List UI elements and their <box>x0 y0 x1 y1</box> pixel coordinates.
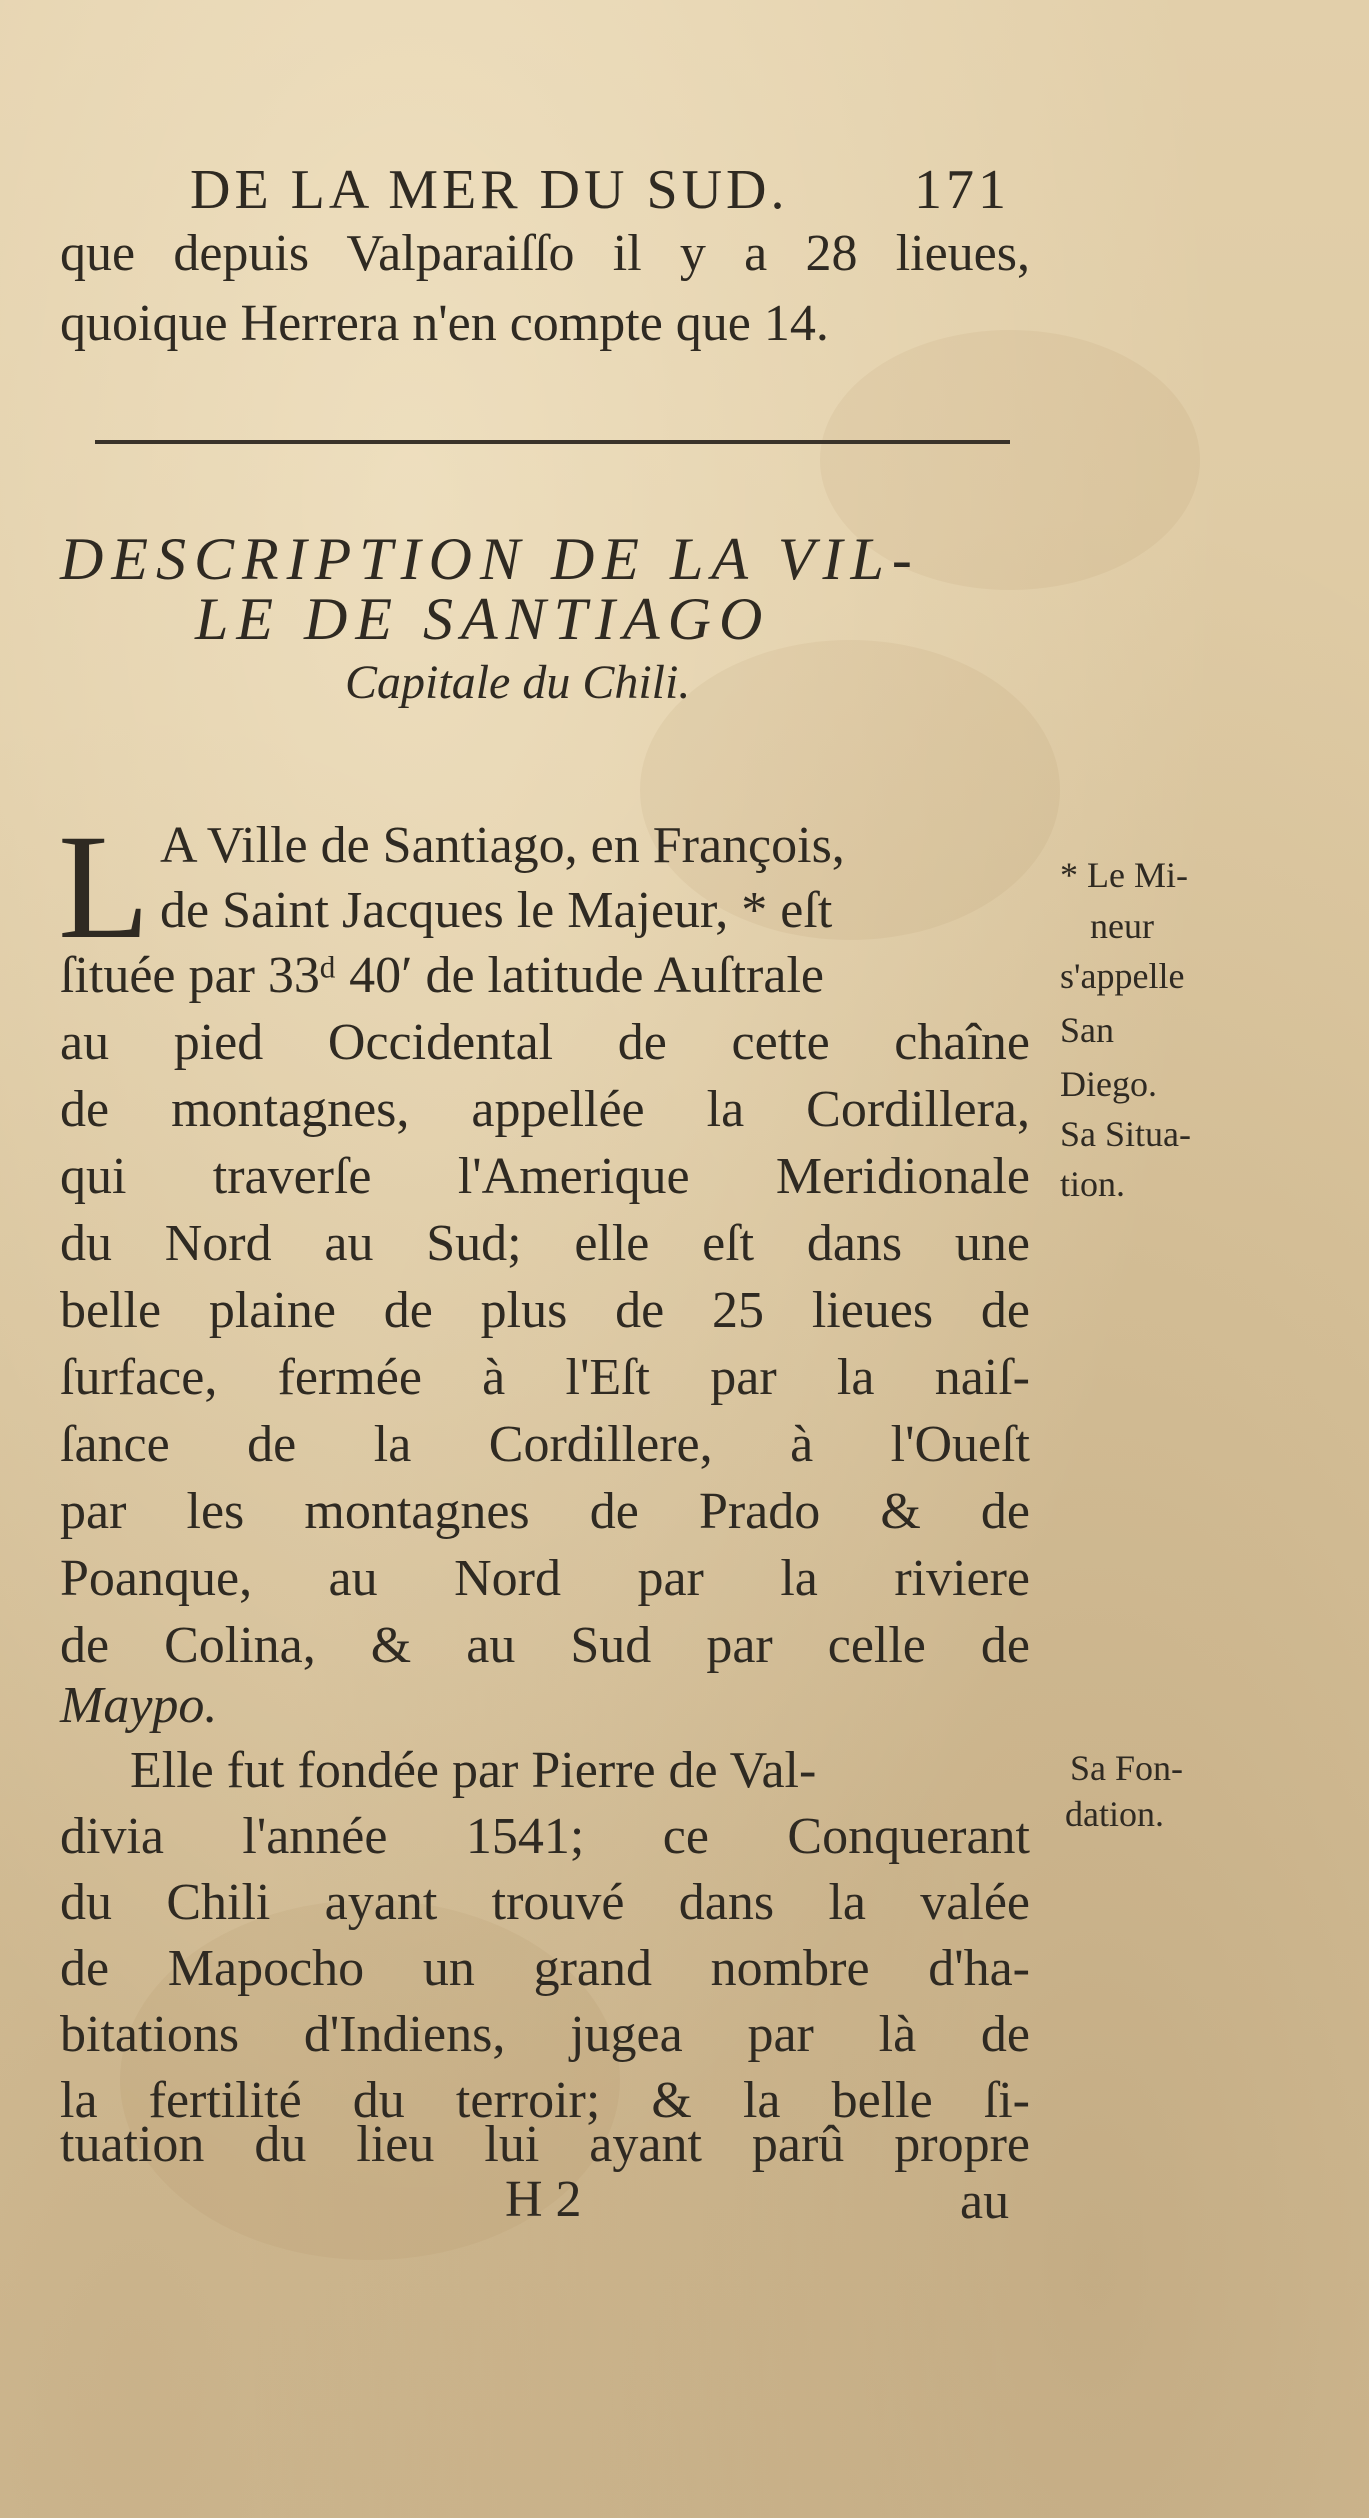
text-line: au pied Occidental de cette chaîne <box>60 1014 1030 1071</box>
text-line: du Chili ayant trouvé dans la valée <box>60 1874 1030 1931</box>
drop-cap: L <box>58 804 150 970</box>
text-line: Poanque, au Nord par la riviere <box>60 1550 1030 1607</box>
text-line: tuation du lieu lui ayant parû propre <box>60 2116 1030 2173</box>
text-line: qui traverſe l'Amerique Meridionale <box>60 1148 1030 1205</box>
signature-mark: H 2 <box>505 2171 582 2228</box>
margin-note: neur <box>1090 906 1154 946</box>
text-line: par les montagnes de Prado & de <box>60 1483 1030 1540</box>
text-line: belle plaine de plus de 25 lieues de <box>60 1282 1030 1339</box>
section-subtitle: Capitale du Chili. <box>345 656 691 709</box>
text-line: ſurface, fermée à l'Eſt par la naiſ- <box>60 1349 1030 1406</box>
catchword: au <box>960 2173 1010 2230</box>
text-line: ſituée par 33ᵈ 40′ de latitude Auſtrale <box>60 947 824 1004</box>
margin-note: Sa Fon- <box>1070 1748 1184 1788</box>
section-heading-line1: DESCRIPTION DE LA VIL- <box>60 526 920 592</box>
section-divider <box>95 440 1010 444</box>
text-line: Maypo. <box>60 1677 218 1734</box>
margin-note: * Le Mi- <box>1060 855 1188 895</box>
margin-note: San <box>1060 1010 1114 1050</box>
text-line: quoique Herrera n'en compte que 14. <box>60 295 829 352</box>
text-line: de Saint Jacques le Majeur, * eſt <box>160 882 833 939</box>
text-line: de Colina, & au Sud par celle de <box>60 1617 1030 1674</box>
running-title: DE LA MER DU SUD. <box>190 159 789 221</box>
text-line: du Nord au Sud; elle eſt dans une <box>60 1215 1030 1272</box>
margin-note: tion. <box>1060 1164 1126 1204</box>
running-header <box>190 158 1010 228</box>
text-line: ſance de la Cordillere, à l'Oueſt <box>60 1416 1030 1473</box>
text-line: Elle fut fondée par Pierre de Val- <box>130 1742 817 1799</box>
text-line: de Mapocho un grand nombre d'ha- <box>60 1940 1030 1997</box>
margin-note: Diego. <box>1060 1064 1157 1104</box>
text-line: bitations d'Indiens, jugea par là de <box>60 2006 1030 2063</box>
text-line: la fertilité du terroir; & la belle ſi- <box>60 2072 1030 2129</box>
margin-note: dation. <box>1065 1794 1164 1834</box>
page-number: 171 <box>914 159 1010 221</box>
text-line: A Ville de Santiago, en François, <box>160 817 845 874</box>
text-line: que depuis Valparaiſſo il y a 28 lieues, <box>60 225 1030 282</box>
margin-note: s'appelle <box>1060 956 1185 996</box>
text-line: divia l'année 1541; ce Conquerant <box>60 1808 1030 1865</box>
margin-note: Sa Situa- <box>1060 1114 1191 1154</box>
text-line: de montagnes, appellée la Cordillera, <box>60 1081 1030 1138</box>
section-heading-line2: LE DE SANTIAGO <box>195 586 771 652</box>
